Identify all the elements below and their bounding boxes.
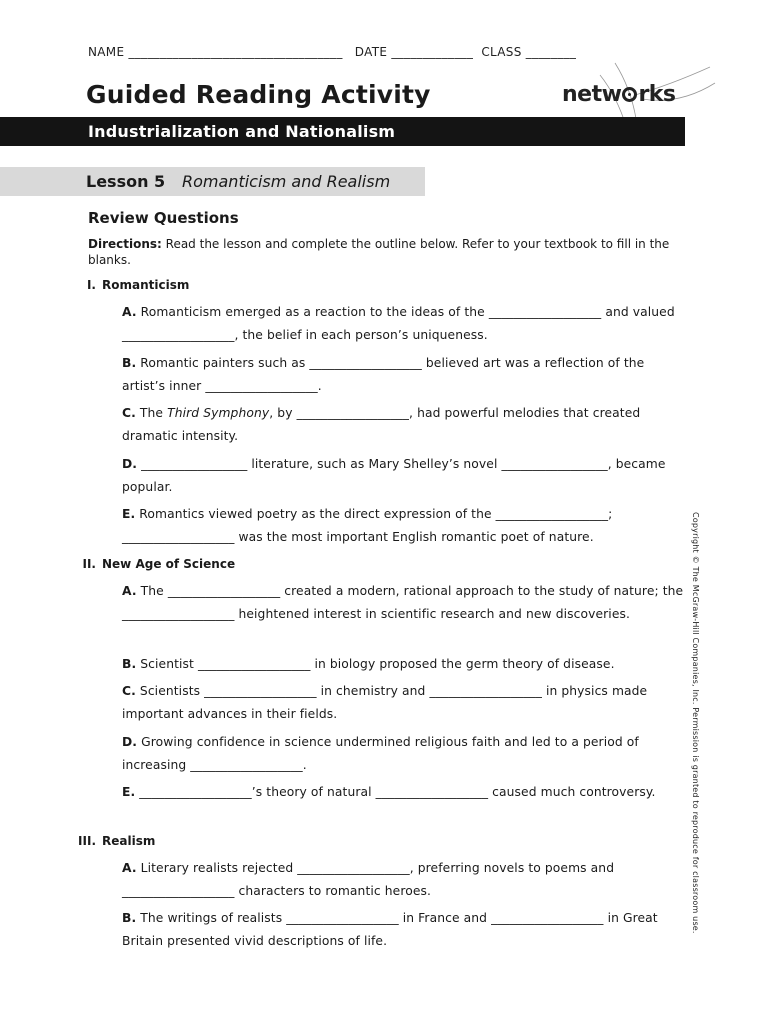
item-letter: D.	[122, 457, 138, 471]
name-field[interactable]: __________________________________	[128, 45, 343, 59]
outline-item	[122, 580, 687, 626]
outline-item	[122, 781, 687, 804]
section-title: Romanticism	[102, 278, 190, 292]
item-text[interactable]: Romantic painters such as __________________ believed art was a reflection of the artist’s inner __________________.	[122, 356, 645, 393]
copyright-notice: Copyright © The McGraw-Hill Companies, Inc. Permission is granted to reproduce for classroom use.	[691, 512, 700, 934]
outline-item	[122, 352, 687, 398]
lesson-number: Lesson 5	[86, 172, 166, 191]
date-field[interactable]: _____________	[391, 45, 474, 59]
section-title: Realism	[102, 834, 156, 848]
outline-item	[122, 453, 687, 499]
item-letter: B.	[122, 911, 137, 925]
item-letter: E.	[122, 785, 136, 799]
networks-logo	[562, 82, 676, 107]
outline-item	[122, 301, 687, 347]
directions-label: Directions:	[88, 237, 162, 251]
directions	[88, 236, 678, 268]
outline-item	[122, 680, 687, 726]
item-text[interactable]: Romanticism emerged as a reaction to the ideas of the __________________ and valued __________________, the belief in each person’s uniqueness.	[122, 305, 675, 342]
item-text[interactable]: Literary realists rejected __________________, preferring novels to poems and __________________ characters to romantic heroes.	[122, 861, 615, 898]
item-text[interactable]: _________________ literature, such as Mary Shelley’s novel _________________, became popular.	[122, 457, 666, 494]
section-numeral: II.	[82, 557, 96, 571]
section-title: New Age of Science	[102, 557, 236, 571]
item-letter: E.	[122, 507, 136, 521]
item-letter: C.	[122, 684, 136, 698]
outline-item	[122, 907, 687, 953]
section-numeral: I.	[86, 278, 96, 292]
outline-item	[122, 402, 687, 448]
directions-text: Read the lesson and complete the outline below. Refer to your textbook to fill in the blanks.	[88, 237, 670, 267]
outline-item	[122, 503, 687, 549]
item-letter: B.	[122, 356, 137, 370]
item-text[interactable]: Scientists __________________ in chemistry and __________________ in physics made important advances in their fields.	[122, 684, 648, 721]
item-letter: C.	[122, 406, 136, 420]
section-heading	[68, 834, 155, 848]
outline-item	[122, 731, 687, 777]
item-letter: A.	[122, 305, 137, 319]
item-letter: B.	[122, 657, 137, 671]
page-title: Guided Reading Activity	[86, 80, 431, 109]
item-text[interactable]: __________________’s theory of natural __________________ caused much controversy.	[135, 785, 656, 799]
name-label: NAME	[88, 45, 125, 59]
chapter-title: Industrialization and Nationalism	[88, 122, 396, 141]
item-text: The	[135, 406, 168, 420]
section-heading	[68, 278, 189, 292]
outline-item	[122, 857, 687, 903]
logo-text-end: rks	[638, 82, 676, 107]
item-text[interactable]: , by __________________, had powerful melodies that created dramatic intensity.	[122, 406, 641, 443]
date-label: DATE	[354, 45, 388, 59]
item-letter: D.	[122, 735, 138, 749]
logo-text-start: netw	[562, 82, 622, 107]
outline-item	[122, 653, 687, 676]
item-letter: A.	[122, 861, 137, 875]
logo-o-icon	[622, 87, 637, 102]
class-field[interactable]: ________	[525, 45, 577, 59]
review-heading: Review Questions	[88, 209, 239, 227]
item-text[interactable]: The writings of realists __________________ in France and __________________ in Great Britain presented vivid descriptions of life.	[122, 911, 658, 948]
lesson-name: Romanticism and Realism	[182, 172, 391, 191]
work-title: Third Symphony	[167, 406, 270, 420]
section-numeral: III.	[78, 834, 96, 848]
item-text[interactable]: Scientist __________________ in biology proposed the germ theory of disease.	[136, 657, 615, 671]
section-heading	[68, 557, 235, 571]
item-text[interactable]: The __________________ created a modern, rational approach to the study of nature; the __________________ heightened interest in scientific research and new discoveries.	[122, 584, 684, 621]
item-letter: A.	[122, 584, 137, 598]
item-text[interactable]: Growing confidence in science undermined religious faith and led to a period of increasing __________________.	[122, 735, 639, 772]
lesson-banner	[0, 167, 425, 196]
chapter-banner	[0, 117, 685, 146]
class-label: CLASS	[481, 45, 522, 59]
item-text[interactable]: Romantics viewed poetry as the direct expression of the __________________; __________________ was the most important English romantic poet of nature.	[122, 507, 613, 544]
